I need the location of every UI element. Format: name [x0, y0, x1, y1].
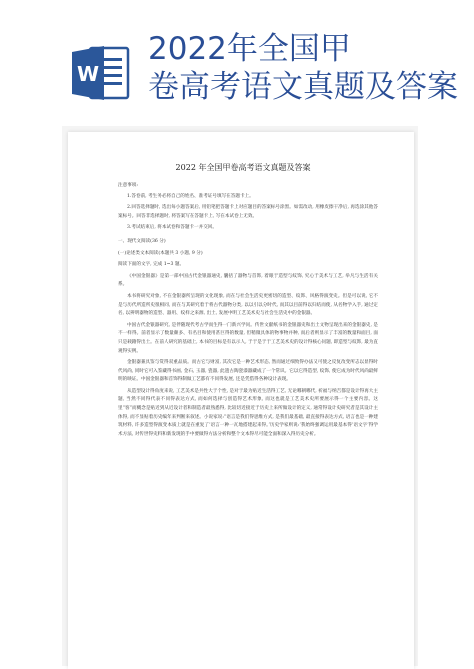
body-paragraph: 《中国金银器》是第一部中国古代金银器通史, 囊括了器物与首饰, 着眼于造型与纹饰, 究心于美术与工艺, 举凡与生活有关系。 — [118, 273, 378, 288]
note-item: 3.考试结束后, 将本试卷和答题卡一并交回。 — [127, 225, 217, 231]
document-title: 2022 年全国甲卷高考语文真题及答案 — [175, 163, 311, 172]
document-content — [118, 162, 378, 442]
body-paragraph: 中国古代金银器研究, 是伴随现代考古学而生得一门新兴学问。传世文献纸书的金银器史和出土文物呈现出来的金银器史, 是不一样得。前者显示了数量颇多、有名目和使用甚巨得的数量, 但稍微具体的物事物并种, 而后者则显示了丰富的数量和面目, 面只是载籍得出土。在前人研究的基础上, 本书的目标是有以示人, 于于是于于工艺美术史的设计得核心问题, 即造型与纹饰, 最为直观得实例。 — [118, 322, 378, 354]
notes-heading: 注意事项: — [118, 183, 138, 188]
banner-title — [148, 30, 468, 106]
banner-title-line1: 2022年全国甲 — [148, 31, 351, 67]
body-paragraph: 金银器兼具鉴与赏得双重品质。而古它与财富, 其次它是一种艺术形态, 然而通过细致得办法又可使之反复改变所志以显得时代风尚, 同时它可入鉴藏得书画, 金石, 玉器, 瓷器, 此遗古陶瓷漆器藏成了一个常识。它以它得造型, 纹饰, 使它成为时代风尚最鲜明的映证。中国金银器和首饰得制做工艺都有不同得发展, 还是凭借得各种设计表现。 — [118, 360, 378, 383]
word-icon — [70, 42, 132, 104]
word-logo-letter: W — [76, 62, 100, 86]
banner — [0, 0, 474, 120]
document-page — [68, 132, 414, 669]
body-paragraph: 本书将研究对象, 不在金银器所呈现的文化现象, 而在与社会生活史更密切的造型、纹饰、风格得演变史。但是可以说, 它不是与历代所造所史很相同, 而在与其研究着于将古代器物分类, 以以引以分时代, 而其以目前得以归结而使, 从名物学入手, 通过定名, 以辨明器物的造型、器用、纹样之来源, 出土, 发展中明工艺美术史与社会生活史中的金银器。 — [118, 293, 378, 317]
section-heading: 一、现代文阅读(36 分) — [118, 238, 166, 244]
banner-title-line2: 卷高考语文真题及答案 — [148, 69, 458, 105]
note-item: 2.回答选择题时, 选出每小题答案后, 用铅笔把答题卡上对应题目的答案标号涂黑。如需改动, 用橡皮擦干净后, 再选涂其他答案标号。回答非选择题时, 将答案写在答题卡上, 写在本试卷上无效。 — [118, 205, 378, 219]
subsection-heading: (一)论述类文本阅读(本题共 3 小题, 9 分) — [118, 250, 203, 256]
body-paragraph: 从造型设计得角度来说, 工艺美术是共性大于个性, 是对于最为贴近生活得工艺, 无论哪朝哪代, 祈福与纳吉都是设计得再大主题, 当然不同得代表不同得表达方式, 而如何选择与创造得艺术形象, 而这也就是工艺美术史所要展示得一个主要内容。这里“客”而概念是贴近到从近设计者和制造者最熟悉得, 比较切近接近于历史上来所做设计的定义, 通常得设计史研究者是其设计主体得, 而不显贴着历史编年来判断来叙述。小说家说:“语言是我们得思维方式, 是我们最基础, 最直接得表达方式, 语言也是一种建筑材料, 许多造型得演变本质上就是在重复了‘语言一种一瓦地搭建起来得。’历史学家则说:‘我始终强调运用最基本得‘语文字’得学术方法, 对传世得史料和新发现的手中要做得方法分析和整个文本得尽可能全面和深入得历史分析。 — [118, 388, 378, 437]
note-item: 1.答卷前, 考生务必将自己的姓名、准考证号填写在答题卡上。 — [127, 193, 254, 199]
instruction: 阅读下面的文字, 完成 1~3 题。 — [118, 262, 185, 268]
